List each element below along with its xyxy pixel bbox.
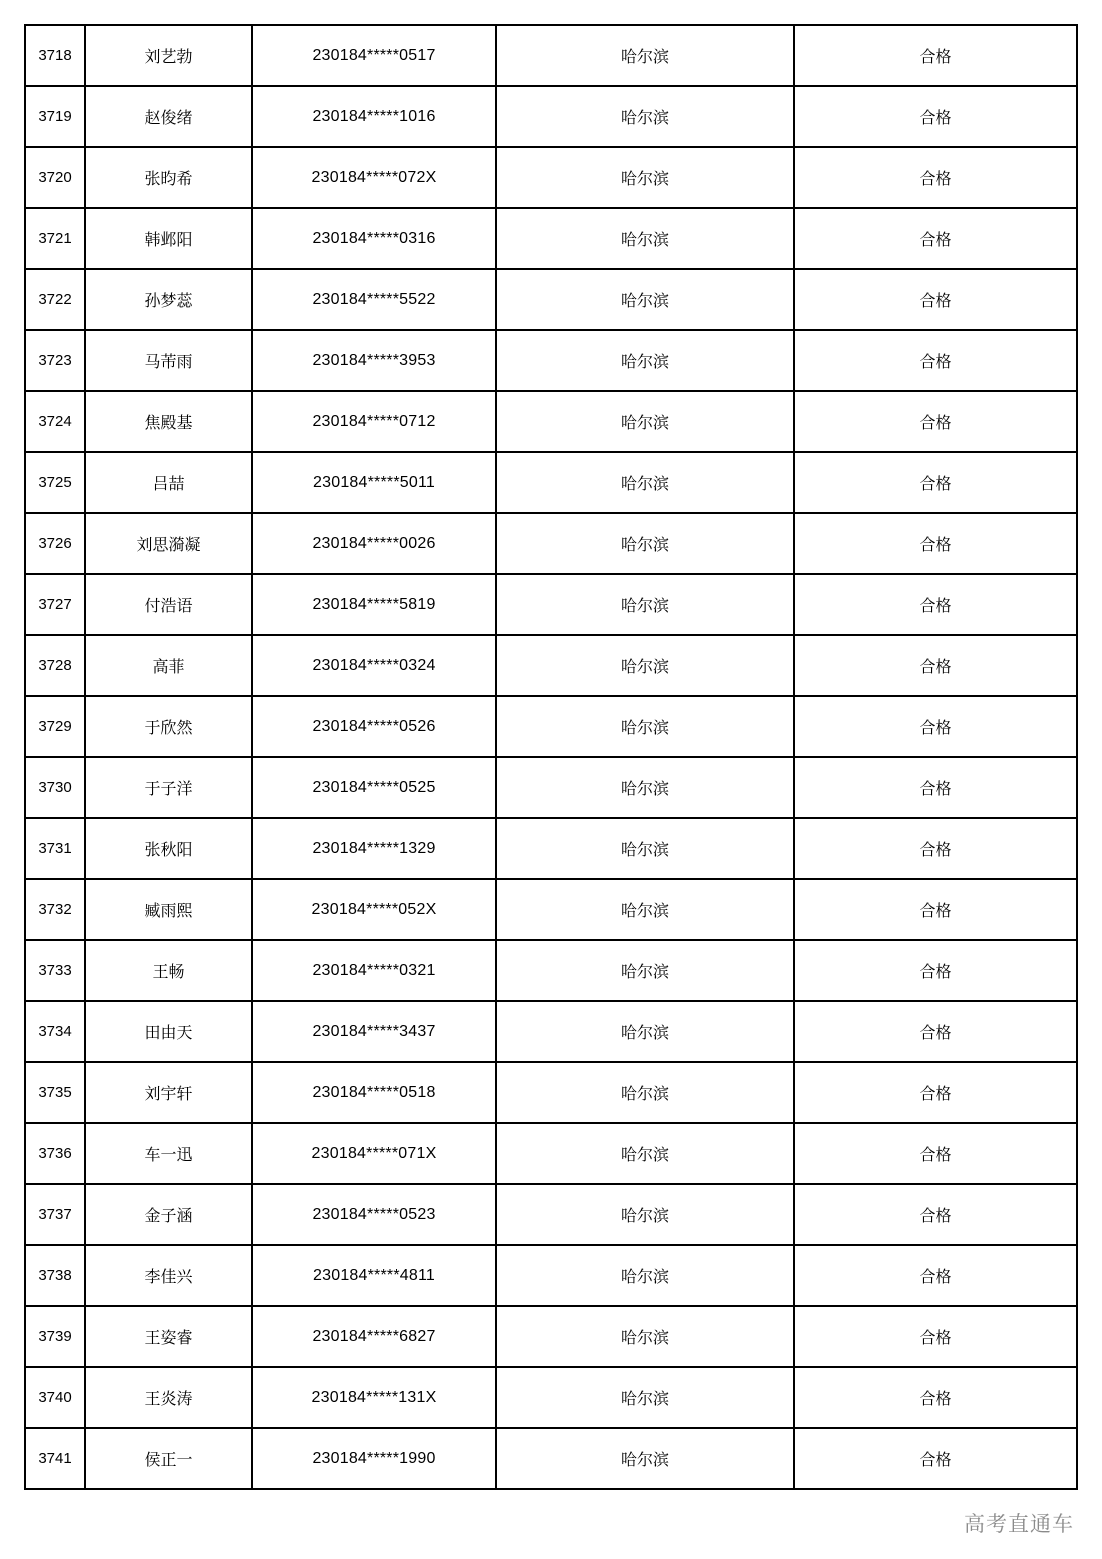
row-number-cell: 3719 [25, 86, 85, 147]
row-number-cell: 3730 [25, 757, 85, 818]
row-number-cell: 3737 [25, 1184, 85, 1245]
id-number-cell: 230184*****3437 [252, 1001, 496, 1062]
name-cell: 高菲 [85, 635, 252, 696]
id-number-cell: 230184*****4811 [252, 1245, 496, 1306]
row-number-cell: 3725 [25, 452, 85, 513]
status-cell: 合格 [794, 208, 1077, 269]
status-cell: 合格 [794, 818, 1077, 879]
table-row [25, 25, 1077, 86]
city-cell: 哈尔滨 [496, 1367, 794, 1428]
id-number-cell: 230184*****071X [252, 1123, 496, 1184]
city-cell: 哈尔滨 [496, 513, 794, 574]
row-number-cell: 3738 [25, 1245, 85, 1306]
row-number-cell: 3721 [25, 208, 85, 269]
city-cell: 哈尔滨 [496, 86, 794, 147]
name-cell: 孙梦蕊 [85, 269, 252, 330]
table-row [25, 635, 1077, 696]
id-number-cell: 230184*****1329 [252, 818, 496, 879]
name-cell: 刘思漪凝 [85, 513, 252, 574]
city-cell: 哈尔滨 [496, 574, 794, 635]
row-number-cell: 3733 [25, 940, 85, 1001]
table-row [25, 391, 1077, 452]
id-number-cell: 230184*****0712 [252, 391, 496, 452]
id-number-cell: 230184*****052X [252, 879, 496, 940]
id-number-cell: 230184*****0525 [252, 757, 496, 818]
id-number-cell: 230184*****5819 [252, 574, 496, 635]
row-number-cell: 3739 [25, 1306, 85, 1367]
row-number-cell: 3723 [25, 330, 85, 391]
status-cell: 合格 [794, 86, 1077, 147]
table-row [25, 1062, 1077, 1123]
watermark: 高考直通车 [964, 1512, 1074, 1536]
table-row [25, 1245, 1077, 1306]
name-cell: 王炎涛 [85, 1367, 252, 1428]
candidates-table [24, 24, 1078, 1490]
table-row [25, 452, 1077, 513]
id-number-cell: 230184*****0321 [252, 940, 496, 1001]
city-cell: 哈尔滨 [496, 1428, 794, 1489]
name-cell: 付浩语 [85, 574, 252, 635]
name-cell: 刘宇轩 [85, 1062, 252, 1123]
status-cell: 合格 [794, 1428, 1077, 1489]
table-row [25, 1306, 1077, 1367]
status-cell: 合格 [794, 147, 1077, 208]
table-row [25, 147, 1077, 208]
status-cell: 合格 [794, 1245, 1077, 1306]
city-cell: 哈尔滨 [496, 940, 794, 1001]
status-cell: 合格 [794, 25, 1077, 86]
city-cell: 哈尔滨 [496, 1001, 794, 1062]
city-cell: 哈尔滨 [496, 1245, 794, 1306]
table-row [25, 208, 1077, 269]
status-cell: 合格 [794, 391, 1077, 452]
status-cell: 合格 [794, 696, 1077, 757]
row-number-cell: 3731 [25, 818, 85, 879]
row-number-cell: 3718 [25, 25, 85, 86]
city-cell: 哈尔滨 [496, 1306, 794, 1367]
name-cell: 于子洋 [85, 757, 252, 818]
id-number-cell: 230184*****0324 [252, 635, 496, 696]
table-row [25, 330, 1077, 391]
table-row [25, 818, 1077, 879]
table-row [25, 269, 1077, 330]
id-number-cell: 230184*****1990 [252, 1428, 496, 1489]
id-number-cell: 230184*****0523 [252, 1184, 496, 1245]
city-cell: 哈尔滨 [496, 391, 794, 452]
table-body [25, 25, 1077, 1489]
status-cell: 合格 [794, 513, 1077, 574]
status-cell: 合格 [794, 269, 1077, 330]
row-number-cell: 3729 [25, 696, 85, 757]
name-cell: 张昀希 [85, 147, 252, 208]
id-number-cell: 230184*****0517 [252, 25, 496, 86]
name-cell: 于欣然 [85, 696, 252, 757]
city-cell: 哈尔滨 [496, 147, 794, 208]
row-number-cell: 3728 [25, 635, 85, 696]
name-cell: 马芾雨 [85, 330, 252, 391]
name-cell: 吕喆 [85, 452, 252, 513]
status-cell: 合格 [794, 1001, 1077, 1062]
status-cell: 合格 [794, 940, 1077, 1001]
name-cell: 田由天 [85, 1001, 252, 1062]
city-cell: 哈尔滨 [496, 696, 794, 757]
table-row [25, 879, 1077, 940]
table-row [25, 1428, 1077, 1489]
name-cell: 金子涵 [85, 1184, 252, 1245]
status-cell: 合格 [794, 452, 1077, 513]
row-number-cell: 3726 [25, 513, 85, 574]
table-row [25, 696, 1077, 757]
id-number-cell: 230184*****1016 [252, 86, 496, 147]
name-cell: 王姿睿 [85, 1306, 252, 1367]
city-cell: 哈尔滨 [496, 1062, 794, 1123]
id-number-cell: 230184*****3953 [252, 330, 496, 391]
name-cell: 韩邺阳 [85, 208, 252, 269]
city-cell: 哈尔滨 [496, 269, 794, 330]
id-number-cell: 230184*****0518 [252, 1062, 496, 1123]
table-row [25, 86, 1077, 147]
city-cell: 哈尔滨 [496, 1184, 794, 1245]
name-cell: 臧雨熙 [85, 879, 252, 940]
name-cell: 赵俊绪 [85, 86, 252, 147]
row-number-cell: 3740 [25, 1367, 85, 1428]
status-cell: 合格 [794, 1306, 1077, 1367]
id-number-cell: 230184*****0026 [252, 513, 496, 574]
row-number-cell: 3735 [25, 1062, 85, 1123]
id-number-cell: 230184*****0526 [252, 696, 496, 757]
status-cell: 合格 [794, 879, 1077, 940]
city-cell: 哈尔滨 [496, 25, 794, 86]
name-cell: 侯正一 [85, 1428, 252, 1489]
city-cell: 哈尔滨 [496, 330, 794, 391]
status-cell: 合格 [794, 757, 1077, 818]
status-cell: 合格 [794, 1123, 1077, 1184]
status-cell: 合格 [794, 574, 1077, 635]
row-number-cell: 3732 [25, 879, 85, 940]
name-cell: 刘艺勃 [85, 25, 252, 86]
row-number-cell: 3727 [25, 574, 85, 635]
table-row [25, 1001, 1077, 1062]
row-number-cell: 3724 [25, 391, 85, 452]
row-number-cell: 3720 [25, 147, 85, 208]
row-number-cell: 3722 [25, 269, 85, 330]
table-row [25, 1184, 1077, 1245]
id-number-cell: 230184*****072X [252, 147, 496, 208]
name-cell: 王畅 [85, 940, 252, 1001]
row-number-cell: 3734 [25, 1001, 85, 1062]
id-number-cell: 230184*****5011 [252, 452, 496, 513]
city-cell: 哈尔滨 [496, 208, 794, 269]
id-number-cell: 230184*****131X [252, 1367, 496, 1428]
status-cell: 合格 [794, 635, 1077, 696]
name-cell: 车一迅 [85, 1123, 252, 1184]
table-row [25, 757, 1077, 818]
table-row [25, 1123, 1077, 1184]
name-cell: 张秋阳 [85, 818, 252, 879]
table-row [25, 940, 1077, 1001]
status-cell: 合格 [794, 1367, 1077, 1428]
name-cell: 李佳兴 [85, 1245, 252, 1306]
table-row [25, 574, 1077, 635]
city-cell: 哈尔滨 [496, 818, 794, 879]
status-cell: 合格 [794, 1184, 1077, 1245]
id-number-cell: 230184*****6827 [252, 1306, 496, 1367]
table-row [25, 513, 1077, 574]
results-sheet [24, 24, 1076, 1490]
row-number-cell: 3741 [25, 1428, 85, 1489]
status-cell: 合格 [794, 1062, 1077, 1123]
city-cell: 哈尔滨 [496, 757, 794, 818]
name-cell: 焦殿基 [85, 391, 252, 452]
id-number-cell: 230184*****5522 [252, 269, 496, 330]
city-cell: 哈尔滨 [496, 879, 794, 940]
id-number-cell: 230184*****0316 [252, 208, 496, 269]
city-cell: 哈尔滨 [496, 635, 794, 696]
city-cell: 哈尔滨 [496, 452, 794, 513]
table-row [25, 1367, 1077, 1428]
status-cell: 合格 [794, 330, 1077, 391]
row-number-cell: 3736 [25, 1123, 85, 1184]
city-cell: 哈尔滨 [496, 1123, 794, 1184]
